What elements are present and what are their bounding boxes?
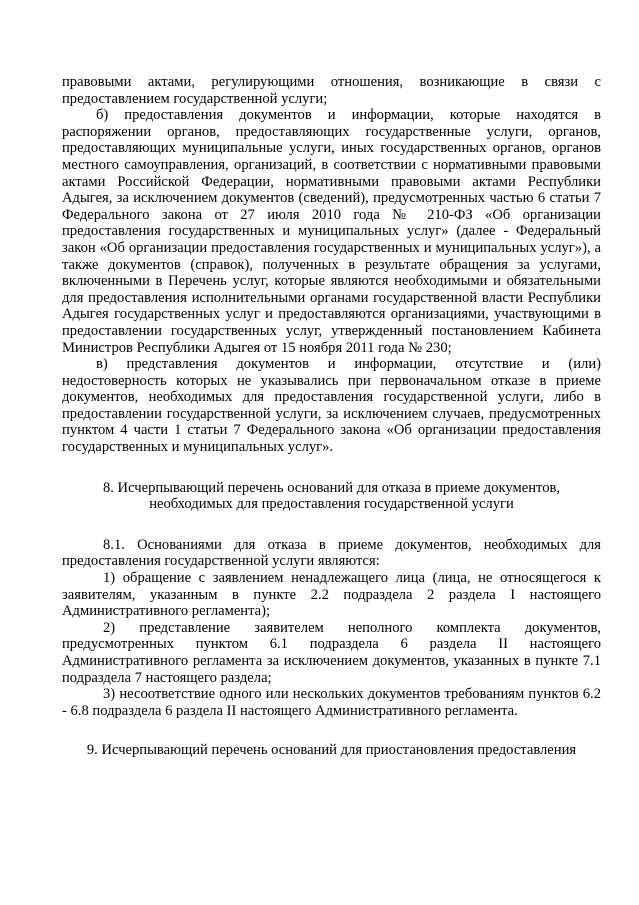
spacer: [62, 719, 601, 742]
paragraph-continuation: правовыми актами, регулирующими отношения, возникающие в связи с предоставлением государственной услуги;: [62, 74, 601, 107]
clause-8-1-item-2: 2) представление заявителем неполного комплекта документов, предусмотренных пунктом 6.1 подраздела 6 раздела II настоящего Административного регламента за исключением документов, указанных в пункте 7.1 подраздела 7 настоящего раздела;: [62, 619, 601, 686]
document-body: [62, 74, 601, 759]
spacer: [62, 456, 601, 480]
spacer: [62, 513, 601, 537]
section-9-heading-line-1: 9. Исчерпывающий перечень оснований для приостановления предоставления: [86, 742, 577, 759]
paragraph-v: в) представления документов и информации, отсутствие и (или) недостоверность которых не указывались при первоначальном отказе в приеме документов, необходимых для предоставления государственной услуги, либо в предоставлении государственной услуги, за исключением случаев, предусмотренных пунктом 4 части 1 статьи 7 Федерального закона «Об организации предоставления государственных и муниципальных услуг».: [62, 356, 601, 456]
paragraph-b: б) предоставления документов и информации, которые находятся в распоряжении органов, предоставляющих государственные услуги, органов, предоставляющих муниципальные услуги, иных государственных органов, органов местного самоуправления, организаций, в соответствии с нормативными правовыми актами Российской Федерации, нормативными правовыми актами Республики Адыгея, за исключением документов (сведений), предусмотренных частью 6 статьи 7 Федерального закона от 27 июля 2010 года № 210-ФЗ «Об организации предоставления государственных и муниципальных услуг» (далее - Федеральный закон «Об организации предоставления государственных и муниципальных услуг»), а также документов (справок), полученных в результате обращения за услугами, включенными в Перечень услуг, которые являются необходимыми и обязательными для предоставления исполнительными органами государственной власти Республики Адыгея государственных услуг и предоставляются организациями, участвующими в предоставлении государственных услуг, утвержденный постановлением Кабинета Министров Республики Адыгея от 15 ноября 2011 года № 230;: [62, 107, 601, 356]
section-8-heading-line-2: необходимых для предоставления государственной услуги: [149, 496, 514, 513]
section-8-heading-line-1: 8. Исчерпывающий перечень оснований для отказа в приеме документов,: [102, 479, 561, 496]
clause-8-1-item-3: 3) несоответствие одного или нескольких документов требованиям пунктов 6.2 - 6.8 подраздела 6 раздела II настоящего Административного регламента.: [62, 686, 601, 719]
clause-8-1-intro: 8.1. Основаниями для отказа в приеме документов, необходимых для предоставления государственной услуги являются:: [62, 536, 601, 570]
clause-8-1-item-1: 1) обращение с заявлением ненадлежащего лица (лица, не относящегося к заявителям, указанным в пункте 2.2 подраздела 2 раздела I настоящего Административного регламента);: [62, 570, 601, 620]
